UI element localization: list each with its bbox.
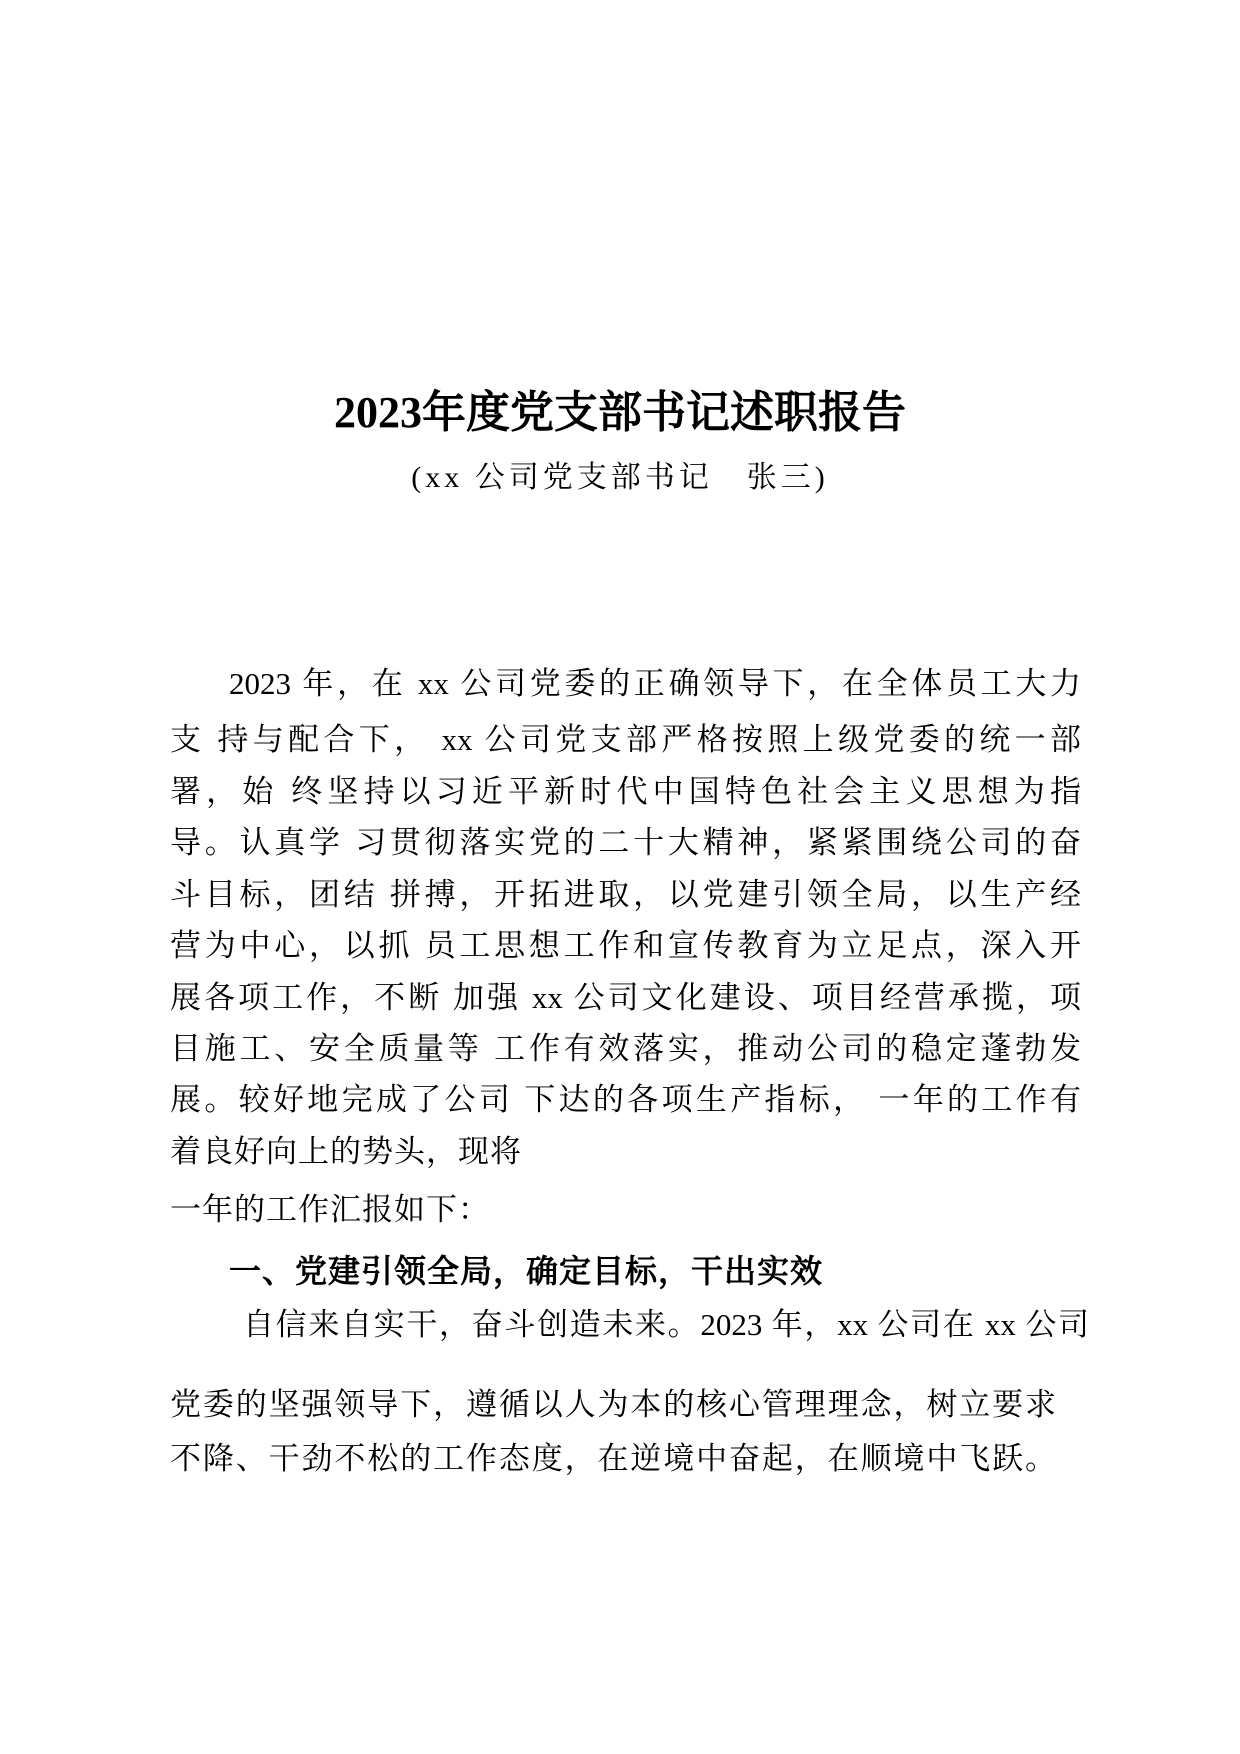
paragraph-line: 营为中心，以抓 员工思想工作和宣传教育为立足点，深入开 — [170, 928, 1081, 963]
section-heading: 一、党建引领全局，确定目标，干出实效 — [229, 1253, 824, 1289]
section-line: 党委的坚强领导下，遵循以人为本的核心管理理念，树立要求 — [170, 1387, 1056, 1422]
paragraph-line: 展。较好地完成了公司 下达的各项生产指标， 一年的工作有 — [170, 1082, 1081, 1117]
transition-line: 一年的工作汇报如下： — [170, 1192, 490, 1227]
paragraph-line: 2023 年，在 xx 公司党委的正确领导下，在全体员工大力 — [229, 666, 1081, 701]
section-line: 不降、干劲不松的工作态度，在逆境中奋起，在顺境中飞跃。 — [170, 1441, 1056, 1476]
paragraph-line: 目施工、安全质量等 工作有效落实，推动公司的稳定蓬勃发 — [170, 1031, 1081, 1066]
report-subtitle: (xx 公司党支部书记 张三) — [411, 461, 829, 494]
paragraph-line: 斗目标，团结 拼搏，开拓进取，以党建引领全局，以生产经 — [170, 877, 1081, 912]
section-line: 自信来自实干，奋斗创造未来。2023 年，xx 公司在 xx 公司 — [243, 1307, 1089, 1342]
paragraph-line: 着良好向上的势头，现将 — [170, 1134, 522, 1169]
report-title: 2023年度党支部书记述职报告 — [334, 388, 906, 437]
paragraph-line: 署，始 终坚持以习近平新时代中国特色社会主义思想为指 — [170, 774, 1081, 809]
paragraph-line: 导。认真学 习贯彻落实党的二十大精神，紧紧围绕公司的奋 — [170, 825, 1081, 860]
paragraph-line: 展各项工作，不断 加强 xx 公司文化建设、项目经营承揽，项 — [170, 980, 1081, 1015]
paragraph-line: 支 持与配合下， xx 公司党支部严格按照上级党委的统一部 — [170, 722, 1081, 757]
